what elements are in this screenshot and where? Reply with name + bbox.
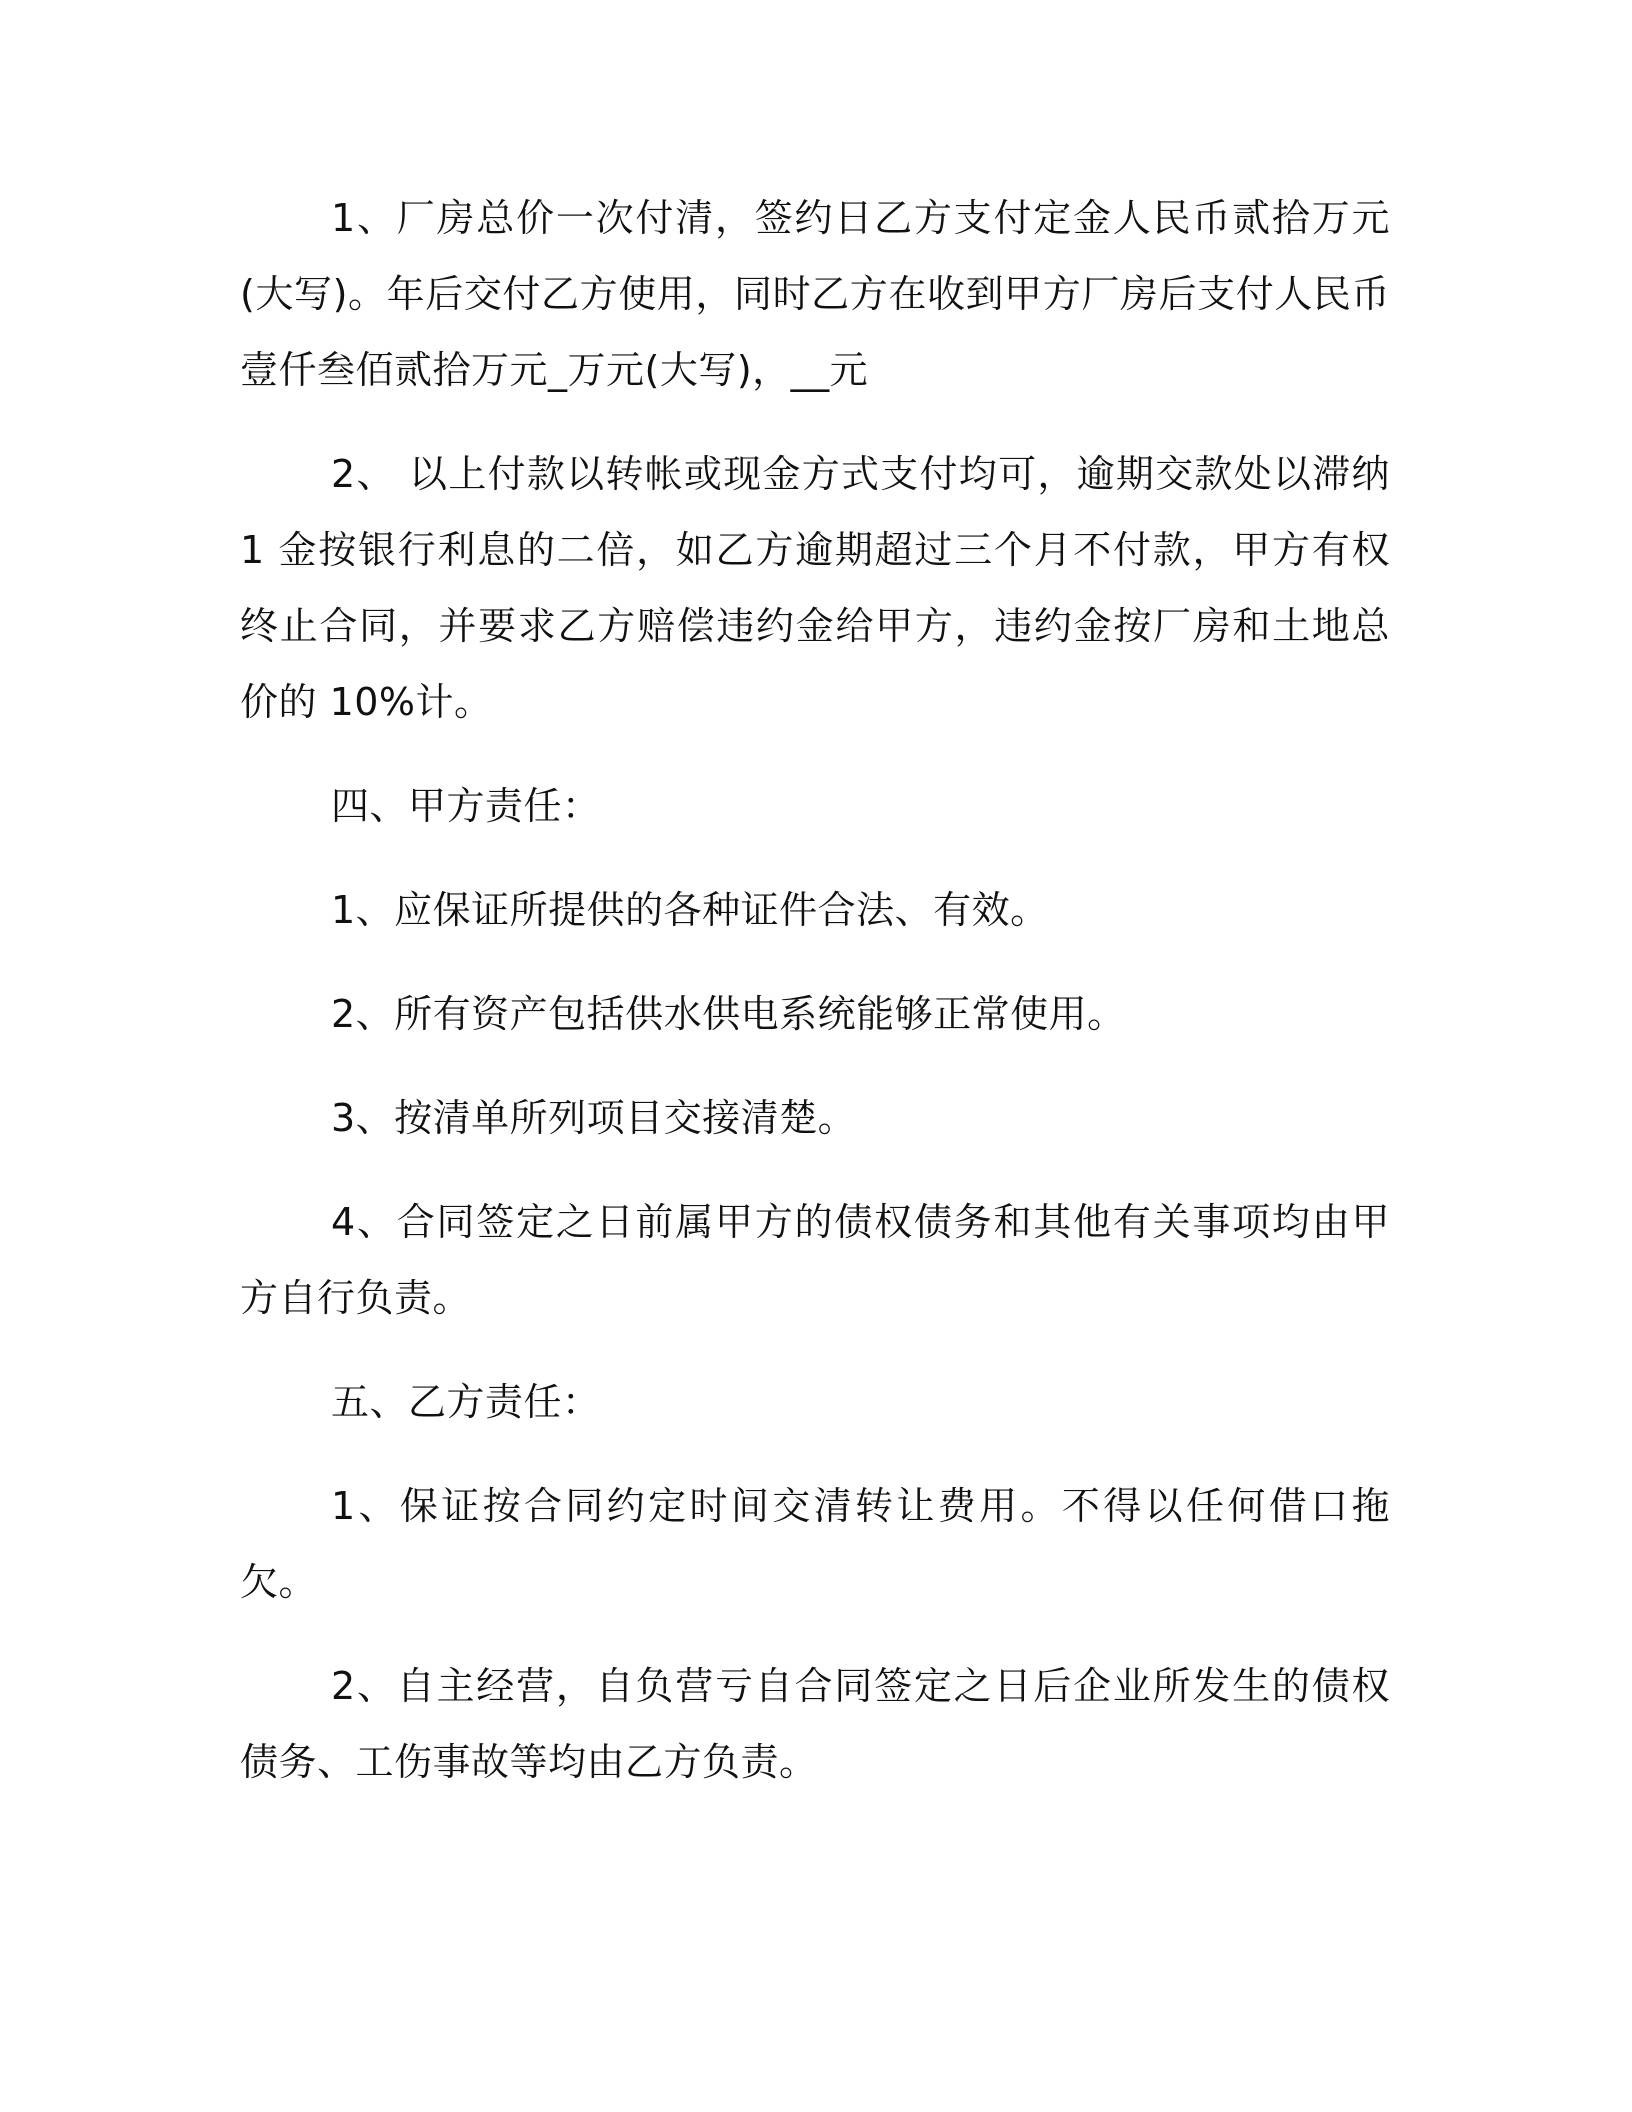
- paragraph-party-a-4: 4、合同签定之日前属甲方的债权债务和其他有关事项均由甲方自行负责。: [240, 1200, 1390, 1320]
- document-body: [240, 180, 1390, 1828]
- paragraph-party-b-2: 2、自主经营，自负营亏自合同签定之日后企业所发生的债权债务、工伤事故等均由乙方负责。: [240, 1664, 1390, 1784]
- paragraph-party-a-2: 2、所有资产包括供水供电系统能够正常使用。: [331, 992, 1126, 1036]
- section-heading-party-b: 五、乙方责任：: [331, 1380, 601, 1424]
- paragraph-payment-2: 2、 以上付款以转帐或现金方式支付均可，逾期交款处以滞纳 1 金按银行利息的二倍，如乙方逾期超过三个月不付款，甲方有权终止合同，并要求乙方赔偿违约金给甲方，违约金按厂房和土地总价的 10%计。: [240, 452, 1390, 724]
- section-heading-party-a: 四、甲方责任：: [331, 784, 601, 828]
- paragraph-party-a-1: 1、应保证所提供的各种证件合法、有效。: [331, 888, 1049, 932]
- paragraph-party-a-3: 3、按清单所列项目交接清楚。: [331, 1096, 857, 1140]
- paragraph-party-b-1: 1、保证按合同约定时间交清转让费用。不得以任何借口拖欠。: [240, 1484, 1390, 1604]
- paragraph-payment-1: 1、厂房总价一次付清，签约日乙方支付定金人民币贰拾万元(大写)。年后交付乙方使用，同时乙方在收到甲方厂房后支付人民币壹仟叁佰贰拾万元_万元(大写)，__元: [240, 196, 1390, 392]
